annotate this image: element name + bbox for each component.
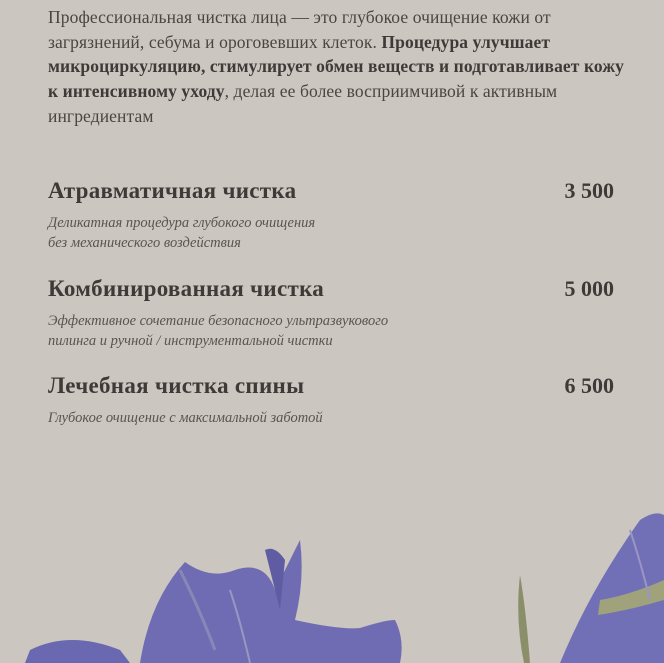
desc-line: без механического воздействия [48,234,241,251]
service-title: Атравматичная чистка [48,178,297,203]
intro-text-end: , делая ее более восприимчивой к активным ингредиентам [48,81,558,126]
service-title: Комбинированная чистка [48,276,325,301]
service-price: 3 500 [564,178,614,203]
service-item [48,178,614,253]
pressed-flowers-decoration [0,500,664,663]
service-item [48,276,614,351]
desc-line: пилинга и ручной / инструментальной чистки [48,332,333,349]
desc-line: Деликатная процедура глубокого очищения [48,215,316,231]
service-description [48,409,614,429]
desc-line: Глубокое очищение с максимальной заботой [48,410,323,426]
desc-line: Эффективное сочетание безопасного ультразвукового [48,313,389,329]
intro-bold-text: Процедура улучшает микроциркуляцию, стимулирует обмен веществ и подготавливает кожу к интенсивному уходу [48,31,624,102]
service-description [48,312,614,351]
flower-right-icon [518,513,664,663]
intro-text: Профессиональная чистка лица — это глубокое очищение кожи от загрязнений, себума и ороговевших клеток. [48,7,551,52]
service-item [48,373,614,429]
service-price: 6 500 [564,373,614,398]
service-description [48,214,614,253]
service-price: 5 000 [564,276,614,301]
flower-left-icon [25,540,402,663]
service-title: Лечебная чистка спины [48,373,305,398]
intro-paragraph [48,5,638,129]
